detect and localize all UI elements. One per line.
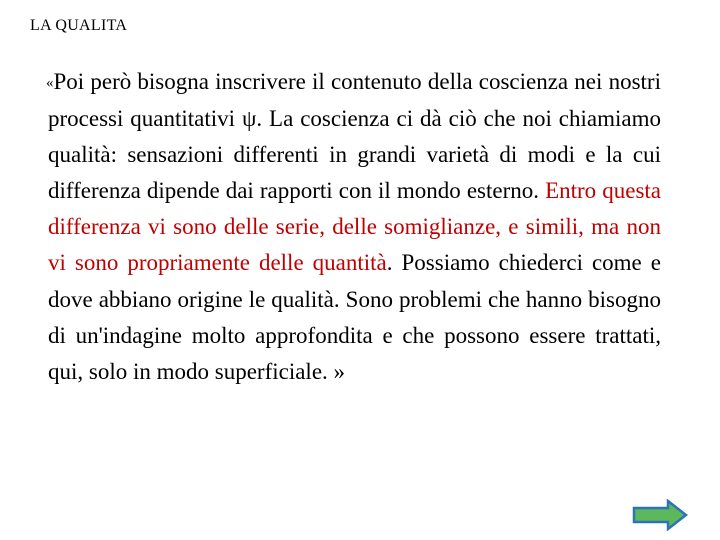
open-quote-mark: « [46, 75, 54, 91]
quote-segment-highlight: Entro questa differenza vi sono delle serie, delle somiglianze, e simili, ma non vi sono propriamente delle quantità [48, 178, 662, 276]
slide-title: LA QUALITA [30, 17, 128, 34]
next-slide-button[interactable] [632, 499, 688, 531]
arrow-right-icon [634, 501, 686, 529]
quote-segment-main: inscrivere il contenuto della coscienza nei nostri processi quantitativi ψ. La coscienza ci dà ciò che noi chiamiamo qualità: sensazioni differenti in grandi varietà di modi e la cui differenza dipende dai rapporti con il mondo esterno. [48, 69, 661, 204]
close-quote-mark: » [327, 358, 346, 384]
quote-segment-closing: . Possiamo chiederci come e dove abbiano origine le qualità. Sono problemi che hanno bisogno di un'indagine molto approfondita e che possono essere trattati, qui, solo in modo superficiale. [48, 250, 661, 384]
quote-segment-opening: Poi però bisogna [53, 69, 209, 94]
quote-paragraph [48, 64, 661, 390]
